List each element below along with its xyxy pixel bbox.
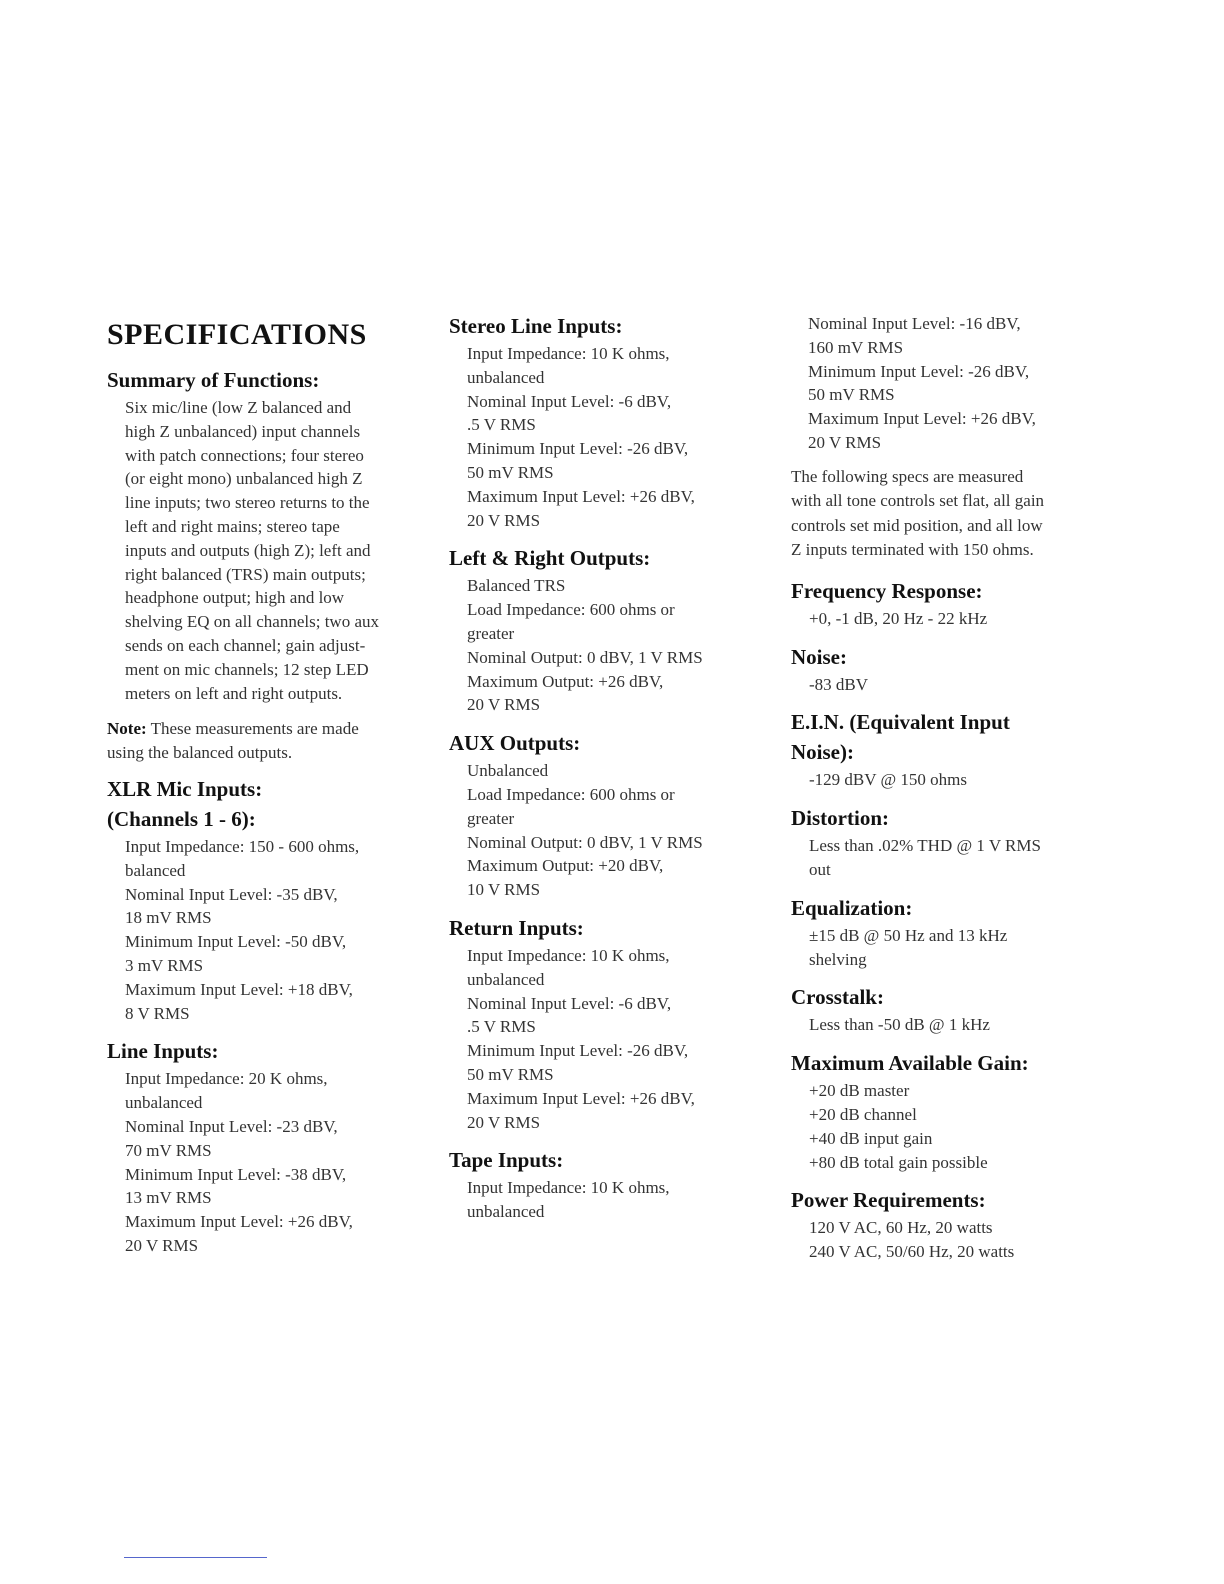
spec-line: Nominal Input Level: -6 dBV, — [467, 391, 672, 411]
spec-line: Balanced TRS — [467, 576, 566, 596]
spec-line: Unbalanced — [467, 761, 549, 781]
line-inputs-title: Line Inputs: — [107, 1039, 219, 1064]
spec-line: Input Impedance: 10 K ohms, — [467, 945, 670, 965]
crosstalk-title: Crosstalk: — [791, 985, 884, 1010]
spec-line: Load Impedance: 600 ohms or — [467, 784, 675, 804]
summary-line: (or eight mono) unbalanced high Z — [125, 469, 363, 489]
xlr-section — [107, 775, 432, 1025]
spec-line: Less than -50 dB @ 1 kHz — [809, 1015, 990, 1035]
spec-line: unbalanced — [125, 1093, 203, 1113]
spec-line: +0, -1 dB, 20 Hz - 22 kHz — [809, 608, 988, 628]
spec-line: greater — [467, 808, 515, 828]
spec-line: Maximum Input Level: +26 dBV, — [467, 1088, 695, 1108]
spec-line: 70 mV RMS — [125, 1140, 212, 1160]
crosstalk-lines — [791, 1013, 1111, 1037]
xlr-title: XLR Mic Inputs: — [107, 776, 263, 801]
return-inputs-lines — [449, 944, 769, 1134]
freq-response-section — [791, 577, 1111, 631]
spec-line: -129 dBV @ 150 ohms — [809, 770, 967, 790]
spec-line: out — [809, 859, 831, 879]
power-lines — [791, 1216, 1111, 1264]
noise-section — [791, 643, 1111, 697]
stereo-line-inputs-lines — [449, 342, 769, 532]
spec-line: +40 dB input gain — [809, 1128, 933, 1148]
note-text: These measurements are made — [146, 719, 359, 739]
spec-line: -83 dBV — [809, 674, 869, 694]
equalization-section — [791, 894, 1111, 972]
lr-outputs-lines — [449, 574, 769, 717]
spec-line: Maximum Input Level: +26 dBV, — [808, 409, 1036, 429]
spec-line: ±15 dB @ 50 Hz and 13 kHz — [809, 925, 1008, 945]
note-label: Note: — [107, 719, 147, 739]
summary-title: Summary of Functions: — [107, 368, 320, 392]
equalization-title: Equalization: — [791, 895, 913, 920]
max-gain-lines — [791, 1079, 1111, 1174]
freq-response-title: Frequency Response: — [791, 578, 983, 603]
spec-line: 240 V AC, 50/60 Hz, 20 watts — [809, 1242, 1015, 1262]
spec-line: 50 mV RMS — [808, 385, 895, 405]
tape-inputs-title: Tape Inputs: — [449, 1148, 564, 1173]
footer-rule — [124, 1557, 267, 1558]
summary-line: high Z unbalanced) input channels — [125, 421, 361, 441]
spec-line: Maximum Input Level: +26 dBV, — [125, 1212, 353, 1232]
summary-line: left and right mains; stereo tape — [125, 516, 340, 536]
max-gain-title: Maximum Available Gain: — [791, 1051, 1029, 1076]
summary-lines — [107, 396, 432, 705]
spec-line: 10 V RMS — [467, 880, 541, 900]
column-middle — [449, 312, 769, 1236]
summary-line: inputs and outputs (high Z); left and — [125, 540, 371, 560]
spec-line: Nominal Output: 0 dBV, 1 V RMS — [467, 647, 703, 667]
spec-line: Less than .02% THD @ 1 V RMS — [809, 836, 1041, 856]
aux-outputs-lines — [449, 759, 769, 902]
summary-line: ment on mic channels; 12 step LED — [125, 659, 369, 679]
spec-line: 18 mV RMS — [125, 908, 212, 928]
freq-response-lines — [791, 607, 1111, 631]
spec-line: Maximum Input Level: +18 dBV, — [125, 979, 353, 999]
summary-line: meters on left and right outputs. — [125, 683, 343, 703]
summary-section — [107, 366, 432, 705]
spec-line: .5 V RMS — [467, 1017, 536, 1037]
aux-outputs-title: AUX Outputs: — [449, 731, 581, 756]
spec-line: Minimum Input Level: -50 dBV, — [125, 932, 347, 952]
column-right — [791, 312, 1111, 1276]
return-inputs-title: Return Inputs: — [449, 915, 584, 940]
spec-line: Input Impedance: 150 - 600 ohms, — [125, 836, 360, 856]
summary-line: with patch connections; four stereo — [125, 445, 364, 465]
note-line: using the balanced outputs. — [107, 743, 293, 763]
spec-line: 13 mV RMS — [125, 1188, 212, 1208]
noise-lines — [791, 673, 1111, 697]
spec-line: 20 V RMS — [467, 510, 541, 530]
spec-line: Minimum Input Level: -26 dBV, — [808, 361, 1030, 381]
summary-line: shelving EQ on all channels; two aux — [125, 612, 380, 632]
ein-title-continued: Noise): — [791, 740, 854, 765]
spec-line: Maximum Output: +20 dBV, — [467, 856, 664, 876]
tape-inputs-section — [449, 1146, 769, 1224]
spec-line: Nominal Input Level: -6 dBV, — [467, 993, 672, 1013]
summary-line: line inputs; two stereo returns to the — [125, 493, 370, 513]
summary-line: sends on each channel; gain adjust- — [125, 635, 366, 655]
spec-line: 20 V RMS — [467, 695, 541, 715]
return-inputs-section — [449, 914, 769, 1134]
spec-line: 50 mV RMS — [467, 1064, 554, 1084]
spec-line: shelving — [809, 949, 867, 969]
spec-line: 8 V RMS — [125, 1003, 190, 1023]
spec-line: 160 mV RMS — [808, 337, 904, 357]
spec-line: .5 V RMS — [467, 415, 536, 435]
aux-outputs-section — [449, 729, 769, 902]
ein-title: E.I.N. (Equivalent Input — [791, 710, 1010, 735]
spec-line: Input Impedance: 10 K ohms, — [467, 1178, 670, 1198]
spec-line: 20 V RMS — [808, 432, 882, 452]
spec-line: greater — [467, 623, 515, 643]
spec-line: 3 mV RMS — [125, 955, 204, 975]
spec-line: Input Impedance: 10 K ohms, — [467, 344, 670, 363]
spec-line: Input Impedance: 20 K ohms, — [125, 1069, 328, 1089]
ein-lines — [791, 768, 1111, 792]
xlr-lines — [107, 835, 432, 1025]
tape-inputs-lines — [449, 1176, 769, 1224]
stereo-line-inputs-section — [449, 312, 769, 532]
spec-line: Load Impedance: 600 ohms or — [467, 600, 675, 620]
lr-outputs-section — [449, 544, 769, 717]
spec-line: Minimum Input Level: -26 dBV, — [467, 439, 689, 459]
distortion-lines — [791, 834, 1111, 882]
spec-line: +20 dB master — [809, 1081, 910, 1101]
spec-line: +20 dB channel — [809, 1104, 917, 1124]
noise-title: Noise: — [791, 644, 847, 669]
distortion-section — [791, 804, 1111, 882]
page-title: SPECIFICATIONS — [107, 318, 367, 351]
distortion-title: Distortion: — [791, 806, 889, 831]
spec-line: unbalanced — [467, 1202, 545, 1222]
paragraph-line: with all tone controls set flat, all gain — [791, 491, 1045, 511]
paragraph-line: controls set mid position, and all low — [791, 515, 1043, 535]
spec-line: +80 dB total gain possible — [809, 1152, 988, 1172]
spec-line: Minimum Input Level: -38 dBV, — [125, 1164, 347, 1184]
crosstalk-section — [791, 983, 1111, 1037]
xlr-subtitle: (Channels 1 - 6): — [107, 806, 256, 831]
spec-line: Nominal Input Level: -23 dBV, — [125, 1116, 338, 1136]
spec-line: 50 mV RMS — [467, 462, 554, 482]
spec-line: Maximum Input Level: +26 dBV, — [467, 486, 695, 506]
spec-line: balanced — [125, 860, 186, 880]
paragraph-line: The following specs are measured — [791, 466, 1024, 486]
spec-line: Maximum Output: +26 dBV, — [467, 671, 664, 691]
spec-line: Nominal Input Level: -35 dBV, — [125, 884, 338, 904]
spec-line: Nominal Input Level: -16 dBV, — [808, 314, 1021, 333]
lr-outputs-title: Left & Right Outputs: — [449, 546, 651, 571]
spec-line: 20 V RMS — [125, 1235, 199, 1255]
power-section — [791, 1186, 1111, 1264]
note-line — [107, 717, 432, 741]
line-inputs-lines — [107, 1067, 432, 1257]
spec-line: Minimum Input Level: -26 dBV, — [467, 1041, 689, 1061]
spec-line: 120 V AC, 60 Hz, 20 watts — [809, 1218, 993, 1238]
stereo-line-inputs-title: Stereo Line Inputs: — [449, 314, 623, 338]
tape-inputs-continued — [791, 312, 1111, 455]
summary-line: headphone output; high and low — [125, 588, 345, 608]
summary-line: right balanced (TRS) main outputs; — [125, 564, 366, 584]
column-left — [107, 312, 432, 1270]
spec-line: unbalanced — [467, 969, 545, 989]
ein-section — [791, 708, 1111, 792]
summary-line: Six mic/line (low Z balanced and — [125, 398, 352, 417]
line-inputs-section — [107, 1037, 432, 1257]
max-gain-section — [791, 1049, 1111, 1174]
spec-line: Nominal Output: 0 dBV, 1 V RMS — [467, 832, 703, 852]
paragraph-line: Z inputs terminated with 150 ohms. — [791, 540, 1034, 560]
spec-line: unbalanced — [467, 367, 545, 387]
equalization-lines — [791, 924, 1111, 972]
spec-line: 20 V RMS — [467, 1112, 541, 1132]
power-title: Power Requirements: — [791, 1188, 986, 1213]
measurement-conditions-paragraph — [791, 465, 1111, 563]
note-paragraph — [107, 717, 432, 765]
